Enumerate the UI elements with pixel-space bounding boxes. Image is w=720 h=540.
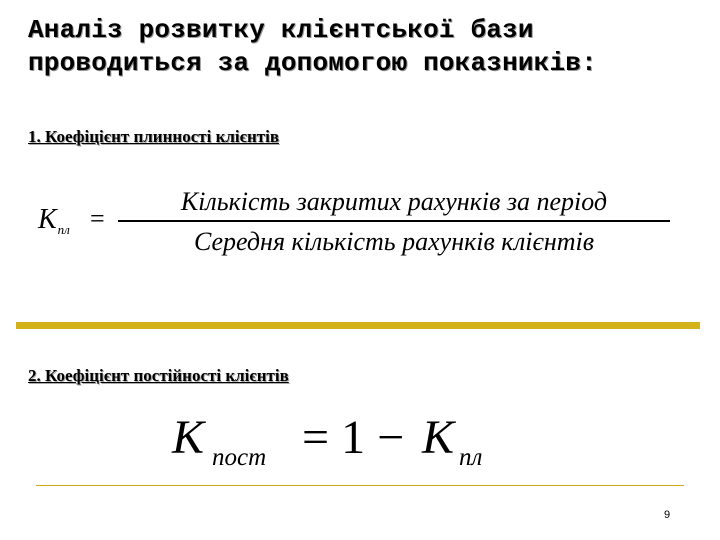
- formula-1-equals: =: [90, 204, 105, 233]
- formula-2-lhs-subscript: пост: [212, 444, 267, 471]
- formula-2-rhs-subscript: пл: [459, 444, 483, 471]
- section-1-heading: 1. Коефіцієнт плинності клієнтів: [28, 127, 280, 146]
- formula-1-lhs: [38, 204, 70, 238]
- formula-1-symbol: К: [38, 204, 57, 235]
- page-number: 9: [664, 509, 671, 521]
- footer-divider: [36, 485, 684, 486]
- formula-1-subscript: пл: [57, 222, 70, 237]
- formula-1-denominator: Середня кількість рахунків клієнтів: [193, 226, 595, 256]
- slide-title-line-2: проводиться за допомогою показників:: [28, 48, 597, 78]
- slide-title: [28, 14, 708, 80]
- constancy-coefficient-formula: [172, 410, 532, 480]
- formula-2-lhs-symbol: К: [172, 411, 204, 464]
- formula-2-middle: = 1 −: [302, 411, 405, 464]
- section-2-heading: 2. Коефіцієнт постійності клієнтів: [28, 366, 289, 385]
- slide-title-line-1: Аналіз розвитку клієнтської бази: [28, 15, 534, 45]
- section-divider: [16, 322, 700, 329]
- formula-1-fraction: [118, 186, 670, 258]
- churn-coefficient-formula: [38, 186, 678, 266]
- formula-2-rhs-symbol: К: [422, 411, 454, 464]
- formula-1-numerator: Кількість закритих рахунків за період: [180, 187, 608, 216]
- fraction-bar: [118, 220, 670, 222]
